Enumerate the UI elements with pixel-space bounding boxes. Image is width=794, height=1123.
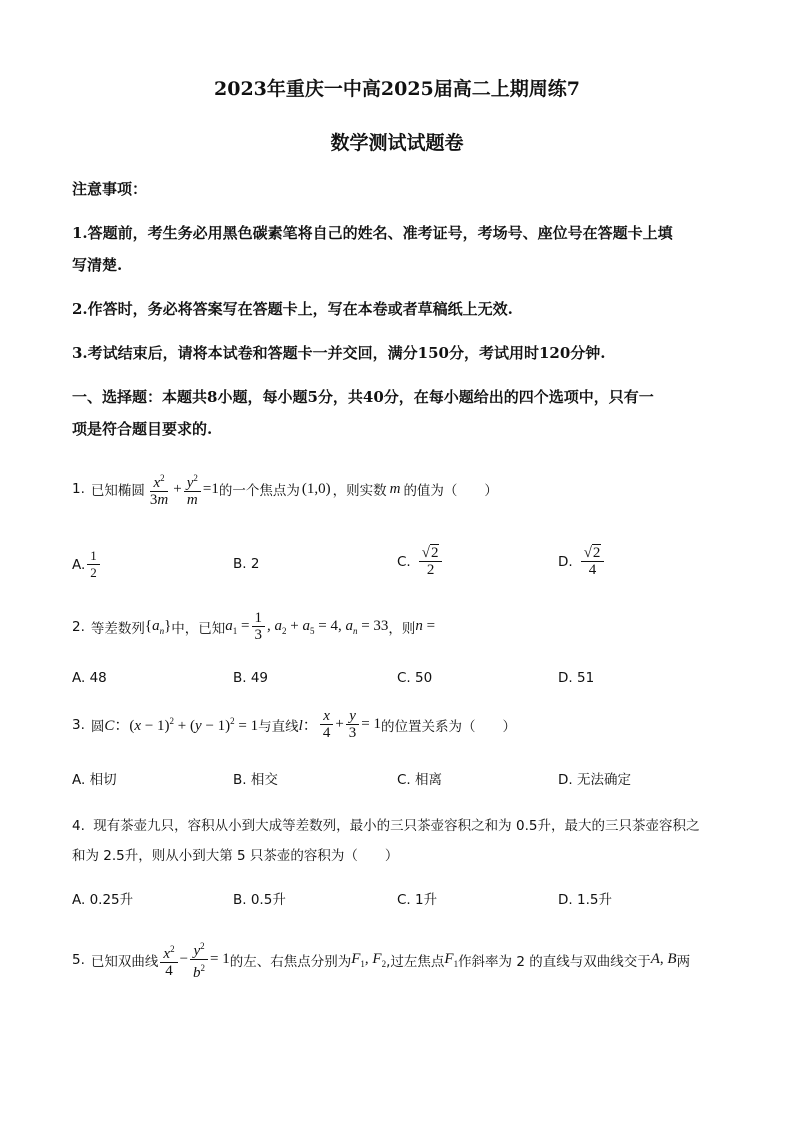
- fraction-y2-m: $\frac{y^2}{m}$: [184, 470, 201, 508]
- option-d: [558, 545, 606, 578]
- question-text: 已知椭圆: [90, 483, 145, 499]
- question-number: 5.: [72, 951, 85, 968]
- variable-m: m: [389, 480, 401, 497]
- section-heading-line-2: 项是符合题目要求的.: [72, 420, 213, 438]
- fraction-sqrt2-over-4: $\frac{√2}{4}$: [581, 545, 605, 578]
- fraction-x2-3m: $\frac{x^2}{3m}$: [147, 470, 171, 508]
- question-4: [72, 814, 699, 834]
- option-a: A. 0.25升: [72, 892, 134, 908]
- option-label: A.: [72, 556, 86, 573]
- question-text: 作斜率为 2 的直线与双曲线交于: [458, 953, 651, 970]
- question-number: 2.: [72, 618, 85, 635]
- option-b: B. 相交: [233, 772, 278, 788]
- option-d: D. 51: [558, 670, 595, 686]
- fraction-x-over-4: $\frac{x}{4}$: [320, 708, 334, 741]
- fraction-y-over-3: $\frac{y}{3}$: [346, 708, 360, 741]
- option-c: C. 相离: [397, 772, 443, 788]
- option-a: A. 48: [72, 670, 107, 686]
- question-number: 4.: [72, 818, 85, 834]
- fraction-one-half: $\frac{1}{2}$: [87, 548, 100, 581]
- question-text: 中，已知: [171, 620, 226, 637]
- question-4-line-2: 和为 2.5升，则从小到大第 5 只茶壶的容积为（ ）: [72, 848, 399, 864]
- question-number: 3.: [72, 716, 85, 733]
- option-b: B. 49: [233, 670, 269, 686]
- option-c: [397, 545, 444, 578]
- page-subtitle: 数学测试试题卷: [330, 132, 464, 154]
- question-text: ，则实数: [332, 483, 387, 499]
- question-text: 的左、右焦点分别为: [229, 953, 352, 970]
- fraction-sqrt2-over-2: $\frac{√2}{2}$: [419, 545, 443, 578]
- option-label: D.: [558, 553, 573, 570]
- question-number: 1.: [72, 481, 85, 497]
- fraction-y2-over-b2: $\frac{y^2}{b^2}$: [190, 938, 208, 981]
- question-text: 现有茶壶九只，容积从小到大成等差数列，最小的三只茶壶容积之和为 0.5升，最大的三只茶壶容积之: [93, 818, 700, 834]
- question-text: ，则: [388, 620, 416, 637]
- notice-item-1-line-1: 1.答题前，考生务必用黑色碳素笔将自己的姓名、准考证号，考场号、座位号在答题卡上填: [72, 224, 673, 242]
- fraction-one-third: $\frac{1}{3}$: [252, 610, 266, 643]
- question-text: 的位置关系为（ ）: [381, 718, 516, 735]
- question-text: 与直线: [258, 718, 299, 735]
- option-label: C.: [397, 553, 411, 570]
- question-text: ,过左焦点: [386, 953, 445, 970]
- option-d: D. 无法确定: [558, 772, 631, 788]
- notice-item-1-line-2: 写清楚.: [72, 256, 123, 274]
- page-title: 2023年重庆一中高2025届高二上期周练7: [214, 78, 580, 100]
- option-c: C. 1升: [397, 892, 438, 908]
- notice-item-3: 3.考试结束后，请将本试卷和答题卡一并交回，满分150分，考试用时120分钟.: [72, 344, 606, 362]
- question-text: 的值为（ ）: [403, 483, 498, 499]
- question-5: 5. 已知双曲线 $\frac{x^2}{4}$ − $\frac{y^2}{b^2}$ = 1 的左、右焦点分别为 $F_1$, $F_2$ ,过左焦点 $F_1$ 作斜率为 2 的直线与双曲线交于 A, B 两: [72, 938, 690, 981]
- question-text: 的一个焦点为: [218, 483, 300, 499]
- question-text: 圆: [90, 718, 105, 735]
- fraction-x2-over-4: $\frac{x^2}{4}$: [160, 941, 177, 979]
- question-2: 2. 等差数列 $\{a_n\}$ 中，已知 $a_1$ = $\frac{1}{3}$ , $a_2 + a_5 = 4$, $a_n = 33$ ，则 n =: [72, 610, 436, 643]
- question-text: 已知双曲线: [90, 953, 159, 970]
- option-d: D. 1.5升: [558, 892, 612, 908]
- option-b: B. 0.5升: [233, 892, 286, 908]
- question-text: 两: [676, 953, 691, 970]
- option-c: C. 50: [397, 670, 433, 686]
- option-a: [72, 548, 102, 581]
- option-a: A. 相切: [72, 772, 117, 788]
- question-1: 1. 已知椭圆 $\frac{x^2}{3m}$ + $\frac{y^2}{m}$ =1 的一个焦点为 (1,0) ，则实数 m 的值为（ ）: [72, 470, 498, 508]
- question-text: 等差数列: [90, 620, 145, 637]
- notice-heading: 注意事项：: [72, 180, 148, 198]
- notice-item-2: 2.作答时，务必将答案写在答题卡上，写在本卷或者草稿纸上无效.: [72, 300, 513, 318]
- section-heading-line-1: 一、选择题：本题共8小题，每小题5分，共40分，在每小题给出的四个选项中，只有一: [72, 388, 654, 406]
- question-3: 3. 圆 C：$(x - 1)^2 + (y - 1)^2 = 1$ 与直线 l： $\frac{x}{4}$ + $\frac{y}{3}$ = 1 的位置关系为（ ）: [72, 708, 516, 741]
- focus-point: (1,0): [301, 480, 331, 497]
- option-b: B. 2: [233, 556, 260, 572]
